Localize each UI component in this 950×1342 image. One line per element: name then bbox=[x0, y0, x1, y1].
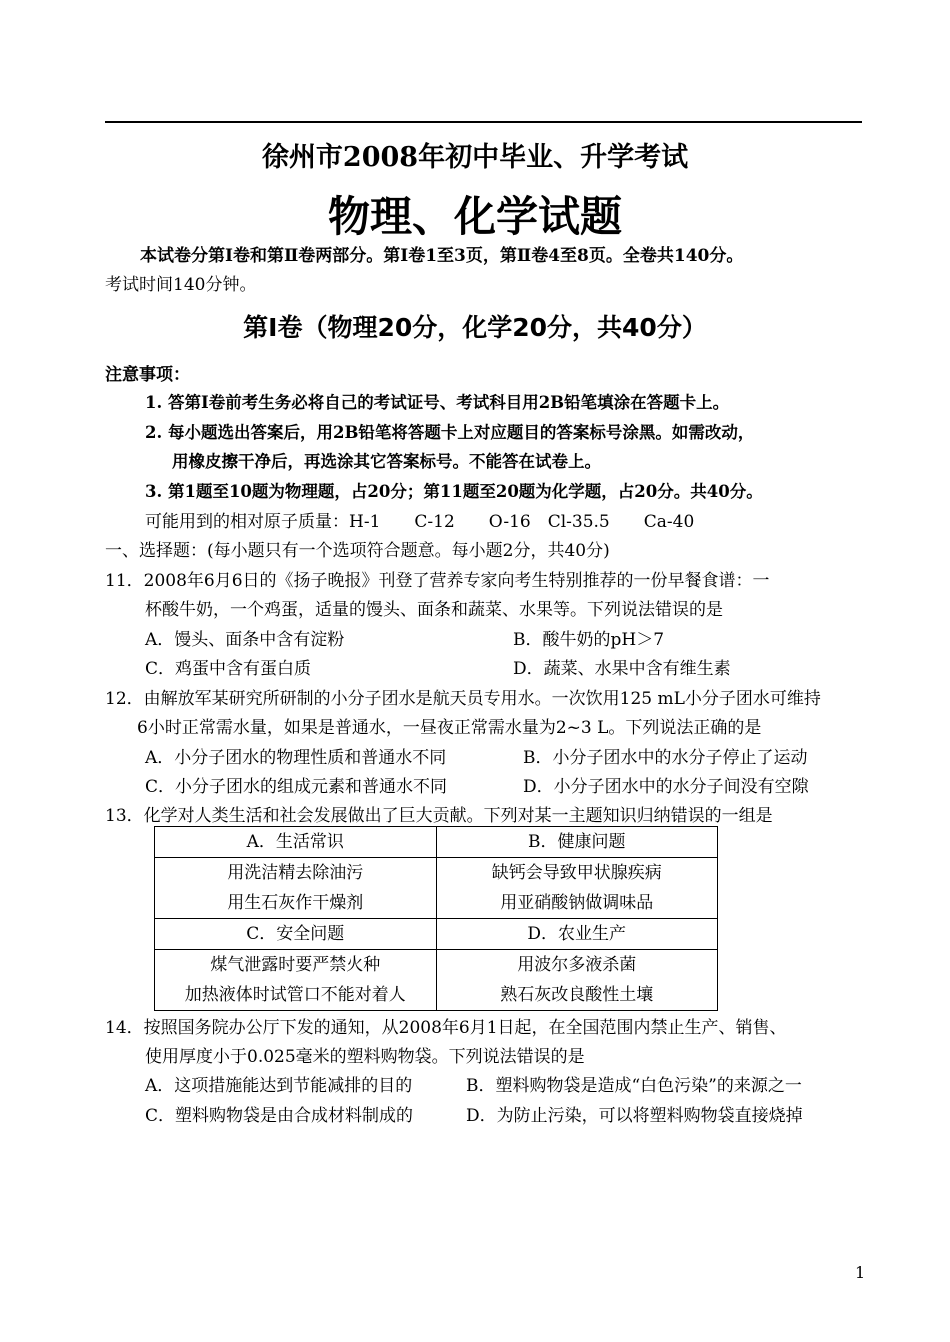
table-cell-b-body bbox=[436, 858, 718, 919]
q14-line-1: 14．按照国务院办公厅下发的通知，从2008年6月1日起，在全国范围内禁止生产、销售、 bbox=[105, 1018, 787, 1038]
header-rule bbox=[105, 121, 862, 123]
note-item-1: 1. 答第Ⅰ卷前考生务必将自己的考试证号、考试科目用2B铅笔填涂在答题卡上。 bbox=[145, 393, 730, 412]
table-cell-d-body bbox=[436, 950, 718, 1011]
table-row bbox=[155, 827, 718, 858]
q14-line-2: 使用厚度小于0.025毫米的塑料购物袋。下列说法错误的是 bbox=[145, 1047, 585, 1067]
q12-line-1: 12．由解放军某研究所研制的小分子团水是航天员专用水。一次饮用125 mL小分子团水可维持 bbox=[105, 689, 821, 709]
page-number: 1 bbox=[855, 1263, 866, 1282]
q12-option-c: C．小分子团水的组成元素和普通水不同 bbox=[145, 777, 448, 797]
q14-option-a: A．这项措施能达到节能减排的目的 bbox=[145, 1076, 413, 1096]
q11-option-a: A．馒头、面条中含有淀粉 bbox=[145, 630, 345, 650]
table-text: 煤气泄露时要严禁火种 bbox=[210, 955, 381, 975]
q11-option-c: C．鸡蛋中含有蛋白质 bbox=[145, 659, 312, 679]
q12-option-d: D．小分子团水中的水分子间没有空隙 bbox=[523, 777, 809, 797]
table-text: 加热液体时试管口不能对着人 bbox=[184, 985, 406, 1005]
q14-option-d: D．为防止污染，可以将塑料购物袋直接烧掉 bbox=[466, 1106, 803, 1126]
table-row bbox=[155, 919, 718, 950]
notes-title: 注意事项： bbox=[105, 365, 190, 385]
exam-subtitle: 物理、化学试题 bbox=[327, 192, 622, 241]
volume-title: 第Ⅰ卷（物理20分，化学20分，共40分） bbox=[243, 313, 707, 342]
q11-option-d: D．蔬菜、水果中含有维生素 bbox=[513, 659, 731, 679]
table-row bbox=[155, 858, 718, 919]
table-text: 用波尔多液杀菌 bbox=[517, 955, 637, 975]
table-cell-d-head: D．农业生产 bbox=[436, 919, 718, 950]
table-cell-a-body bbox=[155, 858, 437, 919]
q14-option-b: B．塑料购物袋是造成“白色污染”的来源之一 bbox=[466, 1076, 802, 1096]
q13-line-1: 13．化学对人类生活和社会发展做出了巨大贡献。下列对某一主题知识归纳错误的一组是 bbox=[105, 806, 773, 826]
table-text: 缺钙会导致甲状腺疾病 bbox=[491, 863, 662, 883]
q12-option-a: A．小分子团水的物理性质和普通水不同 bbox=[145, 748, 447, 768]
note-item-2: 2. 每小题选出答案后，用2B铅笔将答题卡上对应题目的答案标号涂黑。如需改动， bbox=[145, 423, 755, 442]
exam-title: 徐州市2008年初中毕业、升学考试 bbox=[261, 142, 689, 173]
q11-option-b: B．酸牛奶的pH＞7 bbox=[513, 630, 665, 650]
q11-line-2: 杯酸牛奶，一个鸡蛋，适量的馒头、面条和蔬菜、水果等。下列说法错误的是 bbox=[145, 600, 723, 620]
table-cell-c-head: C．安全问题 bbox=[155, 919, 437, 950]
section-title: 一、选择题：(每小题只有一个选项符合题意。每小题2分，共40分) bbox=[105, 541, 610, 561]
q12-line-2: 6小时正常需水量，如果是普通水，一昼夜正常需水量为2~3 L。下列说法正确的是 bbox=[137, 718, 762, 738]
table-text: 用亚硝酸钠做调味品 bbox=[500, 893, 654, 913]
table-cell-c-body bbox=[155, 950, 437, 1011]
table-cell-a-head: A．生活常识 bbox=[155, 827, 437, 858]
table-text: 用洗洁精去除油污 bbox=[227, 863, 364, 883]
table-text: 熟石灰改良酸性土壤 bbox=[500, 985, 654, 1005]
atomic-mass: 可能用到的相对原子质量：H-1 C-12 O-16 Cl-35.5 Ca-40 bbox=[145, 512, 695, 532]
intro-line-1: 本试卷分第Ⅰ卷和第Ⅱ卷两部分。第Ⅰ卷1至3页，第Ⅱ卷4至8页。全卷共140分。 bbox=[140, 246, 744, 266]
table-text: 用生石灰作干燥剂 bbox=[227, 893, 364, 913]
q11-line-1: 11．2008年6月6日的《扬子晚报》刊登了营养专家向考生特别推荐的一份早餐食谱：一 bbox=[105, 571, 770, 591]
q14-option-c: C．塑料购物袋是由合成材料制成的 bbox=[145, 1106, 414, 1126]
table-cell-b-head: B．健康问题 bbox=[436, 827, 718, 858]
table-row bbox=[155, 950, 718, 1011]
note-item-2-cont: 用橡皮擦干净后，再选涂其它答案标号。不能答在试卷上。 bbox=[172, 452, 601, 471]
intro-line-2: 考试时间140分钟。 bbox=[105, 275, 257, 295]
q13-knowledge-table bbox=[154, 826, 718, 1011]
q12-option-b: B．小分子团水中的水分子停止了运动 bbox=[523, 748, 808, 768]
note-item-3: 3. 第1题至10题为物理题，占20分；第11题至20题为化学题，占20分。共40分。 bbox=[145, 482, 763, 501]
